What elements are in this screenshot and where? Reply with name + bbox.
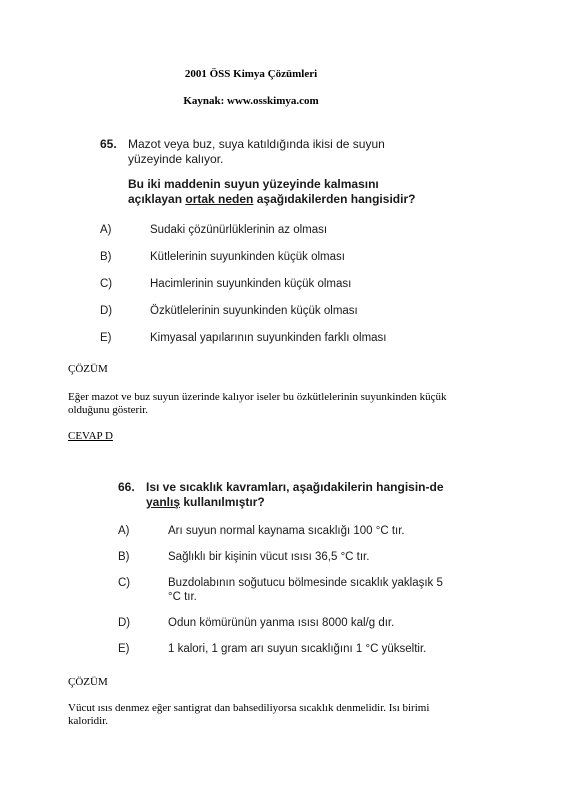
question-prompt-pre: Bu iki maddenin suyun yüzeyinde kalmasını açıklayan xyxy=(128,177,379,206)
option-letter: C) xyxy=(100,278,113,290)
option-text: Sağlıklı bir kişinin vücut ısısı 36,5 °C tır. xyxy=(168,551,370,563)
option-letter: A) xyxy=(100,224,112,236)
option-text: Odun kömürünün yanma ısısı 8000 kal/g dır. xyxy=(168,617,395,629)
solution-heading: ÇÖZÜM xyxy=(68,676,108,688)
question-stem-underlined: yanlış xyxy=(146,495,181,509)
option-text: Arı suyun normal kaynama sıcaklığı 100 °C tır. xyxy=(168,525,405,537)
option-text: Buzdolabının soğutucu bölmesinde sıcaklık yaklaşık 5 °C tır. xyxy=(168,577,443,603)
option-b xyxy=(100,250,430,264)
option-letter: B) xyxy=(100,251,112,263)
option-c xyxy=(100,277,430,291)
question-stem xyxy=(100,137,430,167)
option-text: Kütlelerinin suyunkinden küçük olması xyxy=(150,251,345,263)
option-letter: D) xyxy=(100,305,113,317)
option-a xyxy=(118,524,448,538)
solution-heading: ÇÖZÜM xyxy=(68,363,108,375)
option-text: Sudaki çözünürlüklerinin az olması xyxy=(150,224,328,236)
question-prompt xyxy=(100,177,430,207)
question-stem-text: Mazot veya buz, suya katıldığında ikisi de suyun yüzeyinde kalıyor. xyxy=(128,137,385,166)
option-letter: B) xyxy=(118,551,130,563)
question-65 xyxy=(100,137,430,345)
document-title: 2001 ÖSS Kimya Çözümleri xyxy=(184,68,318,80)
solution-text: Eğer mazot ve buz suyun üzerinde kalıyor iseler bu özkütlelerinin suyunkinden küçük olduğunu gösterir. xyxy=(68,391,447,416)
question-number: 66. xyxy=(118,480,135,494)
document-source: Kaynak: www.osskimya.com xyxy=(183,95,319,107)
option-letter: E) xyxy=(100,332,112,344)
option-text: Hacimlerinin suyunkinden küçük olması xyxy=(150,278,352,290)
question-66 xyxy=(118,480,448,656)
option-c xyxy=(118,576,448,604)
question-number: 65. xyxy=(100,137,117,151)
question-stem-pre: Isı ve sıcaklık kavramları, aşağıdakilerin hangisin-de xyxy=(146,480,444,494)
option-letter: E) xyxy=(118,643,130,655)
option-a xyxy=(100,223,430,237)
question-stem xyxy=(118,480,448,510)
option-letter: A) xyxy=(118,525,130,537)
option-text: Özkütlelerinin suyunkinden küçük olması xyxy=(150,305,358,317)
question-stem-post: kullanılmıştır? xyxy=(180,495,265,509)
option-b xyxy=(118,550,448,564)
solution-text: Vücut ısıs denmez eğer santigrat dan bahsediliyorsa sıcaklık denmelidir. Isı birimi kaloridir. xyxy=(68,702,430,727)
option-e xyxy=(118,642,448,656)
option-d xyxy=(118,616,448,630)
question-prompt-underlined: ortak neden xyxy=(185,192,254,206)
option-d xyxy=(100,304,430,318)
option-text: Kimyasal yapılarının suyunkinden farklı olması xyxy=(150,332,387,344)
answer-label: CEVAP D xyxy=(68,430,113,442)
option-text: 1 kalori, 1 gram arı suyun sıcaklığını 1 °C yükseltir. xyxy=(168,643,427,655)
option-e xyxy=(100,331,430,345)
option-letter: D) xyxy=(118,617,131,629)
option-letter: C) xyxy=(118,577,131,589)
question-prompt-post: aşağıdakilerden hangisidir? xyxy=(253,192,416,206)
